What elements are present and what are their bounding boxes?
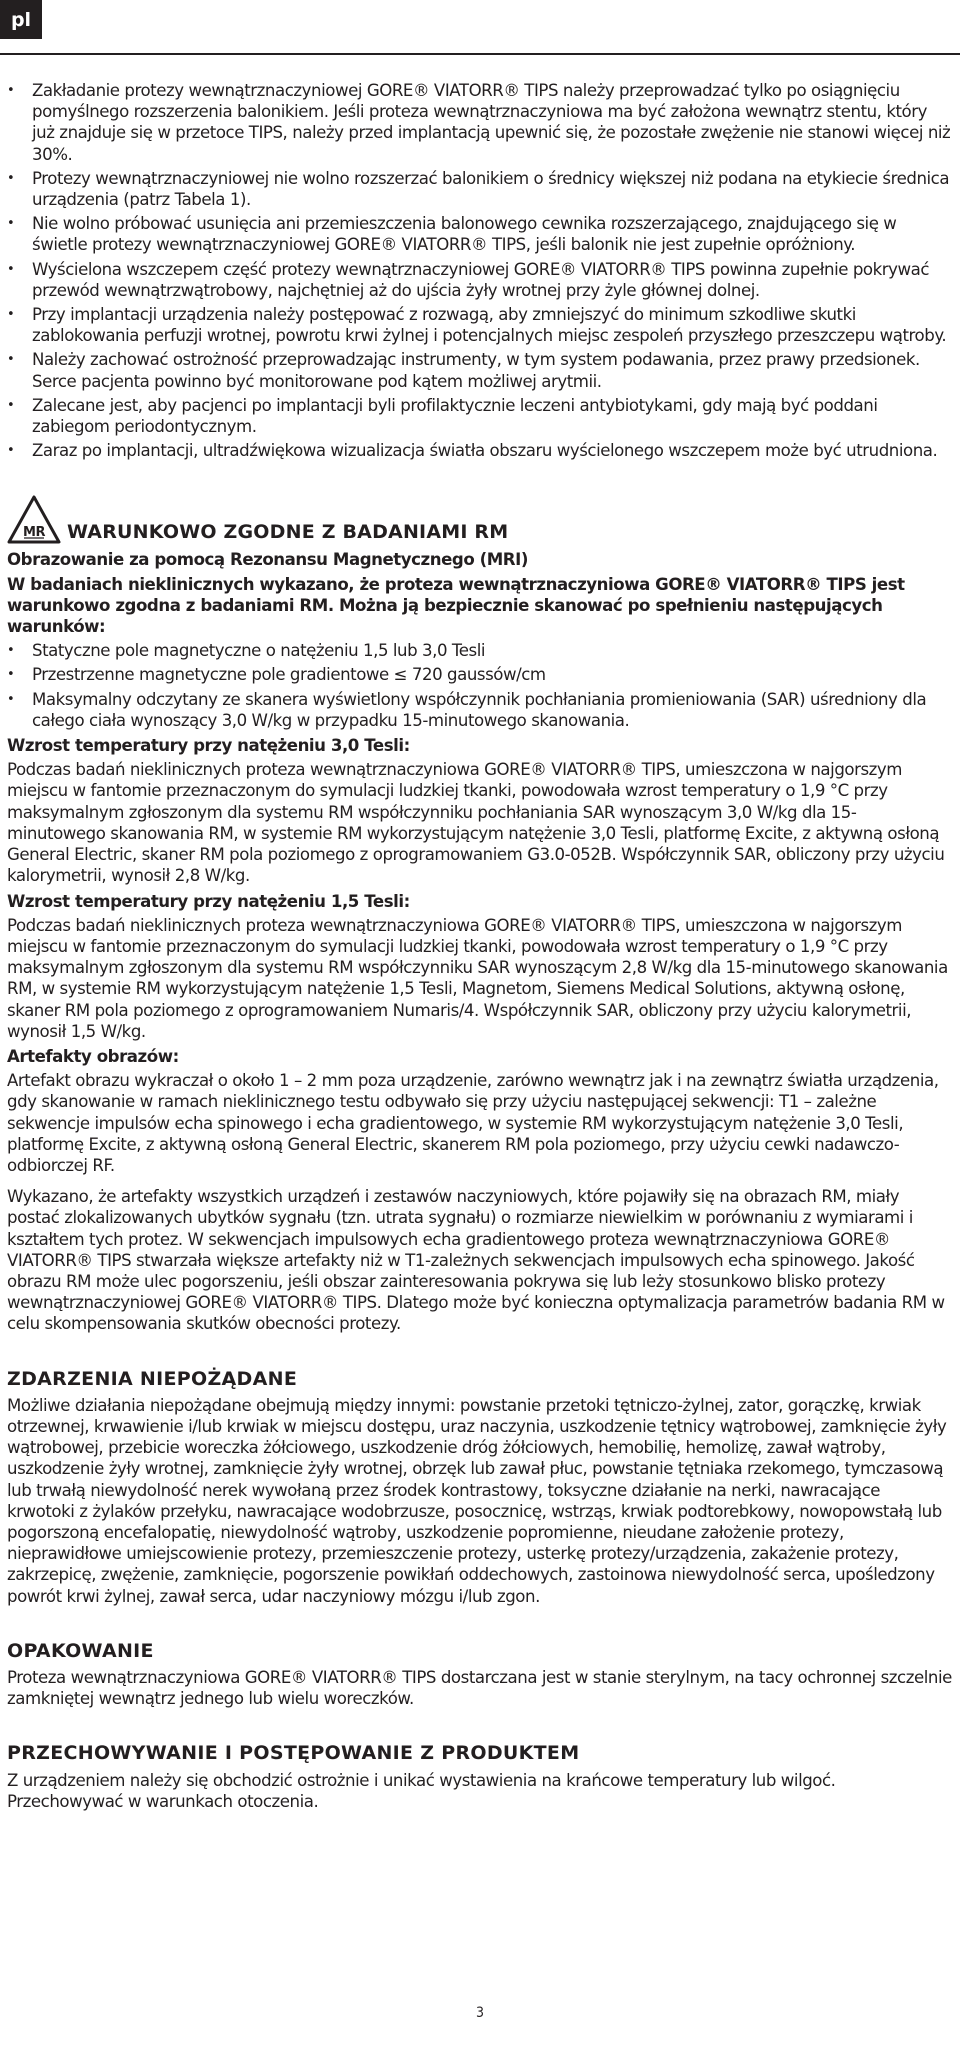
mr-section-header [7, 495, 952, 545]
storage-text: Z urządzeniem należy się obchodzić ostrożnie i unikać wystawienia na krańcowe temperatury lub wilgoć. Przechowywać w warunkach otoczenia. [7, 1770, 836, 1811]
heating-3t-heading: Wzrost temperatury przy natężeniu 3,0 Tesli: [7, 736, 410, 756]
packaging-text: Proteza wewnątrznaczyniowa GORE® VIATORR® TIPS dostarczana jest w stanie sterylnym, na tacy ochronnej szczelnie zamkniętej wewnątrz jednego lub wielu woreczków. [7, 1668, 952, 1709]
adverse-events-title: ZDARZENIA NIEPOŻĄDANE [7, 1367, 298, 1390]
mri-lead: W badaniach nieklinicznych wykazano, że proteza wewnątrznaczyniowa GORE® VIATORR® TIPS jest warunkowo zgodna z badaniami RM. Można ją bezpiecznie skanować po spełnieniu następujących warunków: [7, 574, 905, 637]
list-item: • Wyścielona wszczepem część protezy wewnątrznaczyniowej GORE® VIATORR® TIPS powinna zupełnie pokrywać przewód wewnątrzwątrobowy, najchętniej aż do ujścia żyły wrotnej przy żyle głównej dolnej. [7, 259, 952, 301]
mr-icon-label: MR [22, 525, 46, 541]
document-body [7, 80, 952, 1815]
list-item: • Należy zachować ostrożność przeprowadzając instrumenty, w tym system podawania, przez prawy przedsionek. Serce pacjenta powinno być monitorowane pod kątem możliwej arytmii. [7, 349, 952, 391]
artifacts-text-1: Artefakt obrazu wykraczał o około 1 – 2 mm poza urządzenie, zarówno wewnątrz jak i na zewnątrz światła urządzenia, gdy skanowanie w ramach nieklinicznego testu odbywało się przy użyciu następującej sekwencji: T1 – zależne sekwencje impulsów echa spinowego i echa gradientowego, w systemie RM wykorzystującym natężenie 3,0 Tesli, platformę Excite, z aktywną osłoną General Electric, skanerem RM pola poziomego, przy użyciu cewki nadawczo-odbiorczej RF. [7, 1071, 939, 1175]
artifacts-heading: Artefakty obrazów: [7, 1046, 179, 1066]
warnings-list [7, 80, 952, 461]
list-item: • Zalecane jest, aby pacjenci po implantacji byli profilaktycznie leczeni antybiotykami, gdy mają być poddani zabiegom periodontycznym. [7, 395, 952, 437]
adverse-events-text: Możliwe działania niepożądane obejmują między innymi: powstanie przetoki tętniczo-żylnej, zator, gorączkę, krwiak otrzewnej, krwawienie i/lub krwiak w miejscu dostępu, uraz naczynia, uszkodzenie tętnicy wątrobowej, zamknięcie żyły wątrobowej, przebicie woreczka żółciowego, uszkodzenie dróg żółciowych, hemobilię, hemolizę, zawał wątroby, uszkodzenie żyły wrotnej, zamknięcie żyły wrotnej, obrzęk lub zawał płuc, powstanie tętniaka rzekomego, tymczasową lub trwałą niewydolność nerek wywołaną przez środek kontrastowy, toksyczne działanie na nerki, nawracające krwotoki z żylaków przełyku, nawracające wodobrzusze, posocznicę, wstrząs, krwiak podtorebkowy, nowopowstałą lub pogorszoną encefalopatię, niewydolność wątroby, uszkodzenie popromienne, nieudane założenie protezy, nieprawidłowe umiejscowienie protezy, przemieszczenie protezy, usterkę protezy/urządzenia, zakażenie protezy, zakrzepicę, zwężenie, zamknięcie, pogorszenie powikłań oddechowych, zastoinowa niewydolność serca, upośledzony powrót krwi żylnej, zawał serca, udar naczyniowy mózgu i/lub zgon. [7, 1395, 947, 1606]
page-number: 3 [475, 2005, 484, 2021]
language-tab: pl [0, 0, 42, 39]
mri-subtitle: Obrazowanie za pomocą Rezonansu Magnetycznego (MRI) [7, 550, 528, 570]
mr-conditional-icon [7, 495, 61, 545]
list-item: • Przy implantacji urządzenia należy postępować z rozwagą, aby zmniejszyć do minimum szkodliwe skutki zablokowania perfuzji wrotnej, powrotu krwi żylnej i potencjalnych miejsc zespoleń przyszłego przeszczepu wątroby. [7, 304, 952, 346]
list-item: • Zakładanie protezy wewnątrznaczyniowej GORE® VIATORR® TIPS należy przeprowadzać tylko po osiągnięciu pomyślnego rozszerzenia balonikiem. Jeśli proteza wewnątrznaczyniowa ma być założona wewnątrz stentu, który już znajduje się w przetoce TIPS, należy przed implantacją upewnić się, że pozostałe zwężenie nie stanowi więcej niż 30%. [7, 80, 952, 165]
list-item: • Protezy wewnątrznaczyniowej nie wolno rozszerzać balonikiem o średnicy większej niż podana na etykiecie średnica urządzenia (patrz Tabela 1). [7, 168, 952, 210]
heating-15t-text: Podczas badań nieklinicznych proteza wewnątrznaczyniowa GORE® VIATORR® TIPS, umieszczona w najgorszym miejscu w fantomie przeznaczonym do symulacji ludzkiej tkanki, powodowała wzrost temperatury o 1,9 °C przy maksymalnym zgłoszonym dla systemu RM współczynniku SAR wynoszącym 2,8 W/kg dla 15-minutowego skanowania RM, w systemie RM wykorzystującym natężenie 1,5 Tesli, Magnetom, Siemens Medical Solutions, aktywną osłonę, skaner RM pola poziomego z oprogramowaniem Numaris/4. Współczynnik SAR, obliczony przy użyciu kalorymetrii, wynosił 1,5 W/kg. [7, 915, 948, 1041]
list-item: • Statyczne pole magnetyczne o natężeniu 1,5 lub 3,0 Tesli [7, 640, 952, 661]
list-item: • Zaraz po implantacji, ultradźwiękowa wizualizacja światła obszaru wyścielonego wszczepem może być utrudniona. [7, 440, 952, 461]
packaging-title: OPAKOWANIE [7, 1639, 154, 1662]
heating-15t-heading: Wzrost temperatury przy natężeniu 1,5 Tesli: [7, 891, 410, 911]
storage-title: PRZECHOWYWANIE I POSTĘPOWANIE Z PRODUKTEM [7, 1742, 580, 1765]
list-item: • Przestrzenne magnetyczne pole gradientowe ≤ 720 gaussów/cm [7, 664, 952, 685]
mr-section-title: WARUNKOWO ZGODNE Z BADANIAMI RM [67, 521, 509, 544]
header-divider [0, 53, 960, 55]
mri-conditions-list [7, 640, 952, 731]
list-item: • Nie wolno próbować usunięcia ani przemieszczenia balonowego cewnika rozszerzającego, znajdującego się w świetle protezy wewnątrznaczyniowej GORE® VIATORR® TIPS, jeśli balonik nie jest zupełnie opróżniony. [7, 213, 952, 255]
artifacts-text-2: Wykazano, że artefakty wszystkich urządzeń i zestawów naczyniowych, które pojawiły się na obrazach RM, miały postać zlokalizowanych ubytków sygnału (tzn. utrata sygnału) o rozmiarze niewielkim w porównaniu z wymiarami i kształtem tych protez. W sekwencjach impulsowych echa gradientowego proteza wewnątrznaczyniowa GORE® VIATORR® TIPS stwarzała większe artefakty niż w T1-zależnych sekwencjach impulsowych echa spinowego. Jakość obrazu RM może ulec pogorszeniu, jeśli obszar zainteresowania pokrywa się lub leży stosunkowo blisko protezy wewnątrznaczyniowej GORE® VIATORR® TIPS. Dlatego może być konieczna optymalizacja parametrów badania RM w celu skompensowania skutków obecności protezy. [7, 1187, 945, 1334]
heating-3t-text: Podczas badań nieklinicznych proteza wewnątrznaczyniowa GORE® VIATORR® TIPS, umieszczona w najgorszym miejscu w fantomie przeznaczonym do symulacji ludzkiej tkanki, powodowała wzrost temperatury o 1,9 °C przy maksymalnym zgłoszonym dla systemu RM współczynniku pochłaniania SAR wynoszącym 3,0 W/kg dla 15-minutowego skanowania RM, w systemie RM wykorzystującym natężenie 3,0 Tesli, platformę Excite, z aktywną osłoną General Electric, skaner RM pola poziomego z oprogramowaniem G3.0-052B. Współczynnik SAR, obliczony przy użyciu kalorymetrii, wynosił 2,8 W/kg. [7, 760, 945, 886]
list-item: • Maksymalny odczytany ze skanera wyświetlony współczynnik pochłaniania promieniowania (SAR) uśredniony dla całego ciała wynoszący 3,0 W/kg w przypadku 15-minutowego skanowania. [7, 689, 952, 731]
